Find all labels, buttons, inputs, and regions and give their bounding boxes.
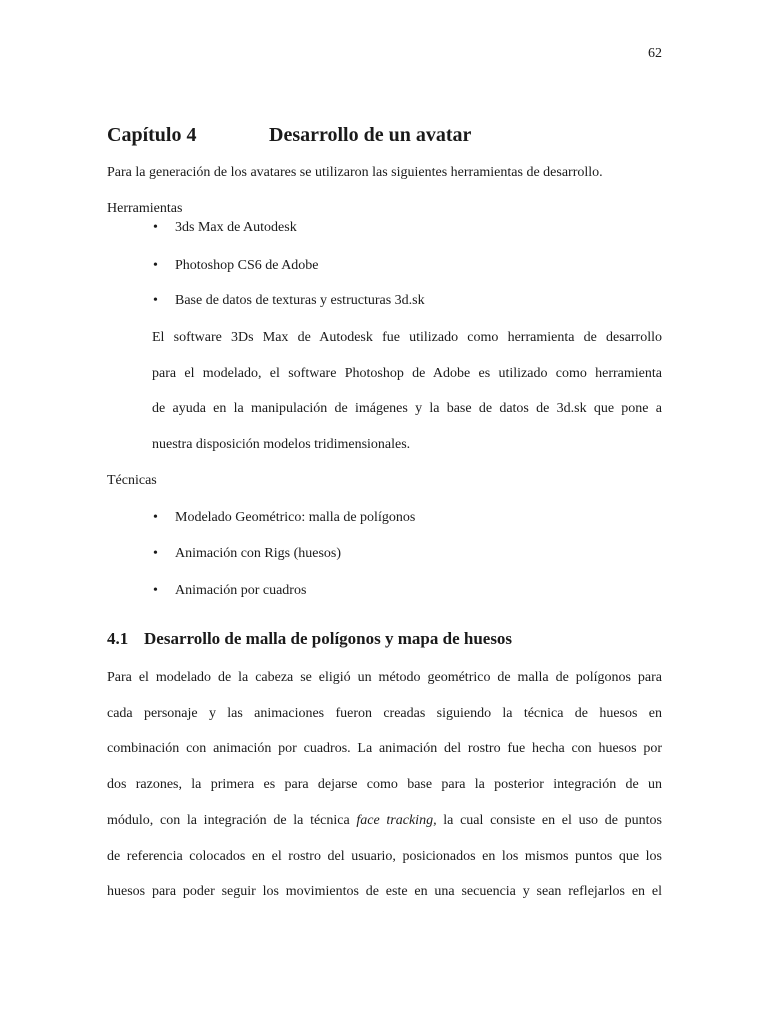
list-item-text: Base de datos de texturas y estructuras 3d.sk <box>175 293 425 308</box>
chapter-title: Desarrollo de un avatar <box>269 124 472 146</box>
paragraph-line: nuestra disposición modelos tridimensionales. <box>152 437 411 452</box>
paragraph-line <box>107 813 662 829</box>
list-item-text: Animación por cuadros <box>175 583 307 598</box>
bullet-icon: • <box>153 293 158 308</box>
list-item <box>153 510 415 526</box>
bullet-icon: • <box>153 510 158 525</box>
list-item-text: Modelado Geométrico: malla de polígonos <box>175 510 416 525</box>
list-item-text: 3ds Max de Autodesk <box>175 220 297 235</box>
italic-term: face tracking, <box>356 813 437 828</box>
paragraph-line: de ayuda en la manipulación de imágenes y la base de datos de 3d.sk que pone a <box>152 401 662 416</box>
list-item-text: Photoshop CS6 de Adobe <box>175 258 319 273</box>
paragraph-line: El software 3Ds Max de Autodesk fue utilizado como herramienta de desarrollo <box>152 330 662 345</box>
line-text: módulo, con la integración de la técnica <box>107 813 357 828</box>
list-item-text: Animación con Rigs (huesos) <box>175 546 342 561</box>
techniques-label: Técnicas <box>107 473 157 488</box>
list-item <box>153 258 319 274</box>
paragraph-line: combinación con animación por cuadros. La animación del rostro fue hecha con huesos por <box>107 741 662 756</box>
intro-paragraph: Para la generación de los avatares se utilizaron las siguientes herramientas de desarrollo. <box>107 165 603 180</box>
bullet-icon: • <box>153 546 158 561</box>
list-item <box>153 583 306 599</box>
paragraph-line: dos razones, la primera es para dejarse como base para la posterior integración de un <box>107 777 662 792</box>
paragraph-line: Para el modelado de la cabeza se eligió un método geométrico de malla de polígonos para <box>107 670 662 685</box>
list-item <box>153 220 297 236</box>
paragraph-line: huesos para poder seguir los movimientos de este en una secuencia y sean reflejarlos en el <box>107 884 662 899</box>
line-text: la cual consiste en el uso de puntos <box>436 813 662 828</box>
list-item <box>153 293 425 309</box>
paragraph-line: para el modelado, el software Photoshop de Adobe es utilizado como herramienta <box>152 366 662 381</box>
bullet-icon: • <box>153 583 158 598</box>
tools-label: Herramientas <box>107 201 183 216</box>
page-number: 62 <box>648 46 662 61</box>
chapter-number: Capítulo 4 <box>107 124 197 146</box>
bullet-icon: • <box>153 258 158 273</box>
chapter-heading <box>107 124 471 147</box>
section-heading <box>107 629 512 649</box>
bullet-icon: • <box>153 220 158 235</box>
paragraph-line: de referencia colocados en el rostro del usuario, posicionados en los mismos puntos que los <box>107 849 662 864</box>
section-number: 4.1 <box>107 629 129 648</box>
section-title: Desarrollo de malla de polígonos y mapa de huesos <box>144 629 513 648</box>
paragraph-line: cada personaje y las animaciones fueron creadas siguiendo la técnica de huesos en <box>107 706 662 721</box>
list-item <box>153 546 341 562</box>
